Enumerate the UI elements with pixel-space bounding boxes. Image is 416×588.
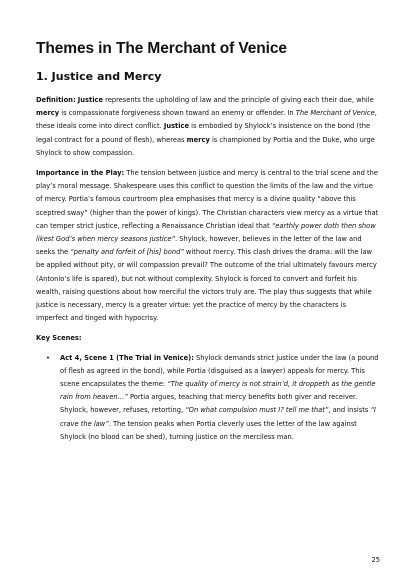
term-justice-2: Justice: [163, 122, 190, 131]
term-justice: Justice: [77, 96, 103, 104]
quote-crave-law: “I crave the law”: [60, 406, 376, 428]
page-title: Themes in The Merchant of Venice: [36, 40, 287, 57]
quote-earthly-power: “earthly power doth then show likest God’s when mercy seasons justice”: [36, 221, 376, 244]
page-number: 25: [371, 556, 380, 564]
play-title: The Merchant of Venice: [295, 109, 375, 118]
section-heading: 1. Justice and Mercy: [36, 70, 162, 83]
scene-label: Act 4, Scene 1 (The Trial in Venice):: [60, 353, 194, 362]
document-page: [36, 40, 380, 444]
importance-paragraph: Importance in the Play: The tension between justice and mercy is central to the trial scene and the play’s moral message. Shakespeare uses this conflict to question the limits of the law and the virtue of mercy. Portia’s famous courtroom plea emphasises that mercy is a divine quality “above this sceptred sway” (higher than the power of kings). The Christian characters view mercy as a virtue that can temper strict justice, reflecting a Renaissance Christian ideal that “earthly power doth then show likest God’s when mercy seasons justice”. Shylock, however, believes in the letter of the law and seeks the “penalty and forfeit of [his] bond” without mercy. This clash drives the drama: will the law be applied without pity, or will compassion prevail? The outcome of the trial ultimately favours mercy (Antonio’s life is spared), but not without complexity. Shylock is forced to convert and forfeit his wealth, raising questions about how merciful the victors truly are. The play thus suggests that while justice is necessary, mercy is a greater virtue: yet the practice of mercy by the characters is imperfect and tinged with hypocrisy.: [36, 169, 379, 323]
list-item: • Act 4, Scene 1 (The Trial in Venice): Shylock demands strict justice under the law (a pound of flesh as agreed in the bond), while Portia (disguised as a lawyer) appeals for mercy. This scene encapsulates the theme: “The quality of mercy is not strain’d, it droppeth as the gentle rain from heaven…” Portia argues, teaching that mercy benefits both giver and receiver. Shylock, however, refuses, retorting, “On what compulsion must I? tell me that”, and insists “I crave the law”. The tension peaks when Portia cleverly uses the letter of the law against Shylock (no blood can be shed), turning justice on the merciless man.: [46, 353, 379, 441]
bullet-icon: •: [46, 353, 50, 362]
importance-label: Importance in the Play:: [36, 169, 125, 178]
quote-quality-of-mercy: “The quality of mercy is not strain’d, it droppeth as the gentle rain from heaven…”: [60, 380, 376, 402]
definition-paragraph: Definition: Justice represents the upholding of law and the principle of giving each their due, while mercy is compassionate forgiveness shown toward an enemy or offender. In The Merchant of Venice, these ideals come into direct conflict. Justice is embodied by Shylock’s insistence on the bond (the legal contract for a pound of flesh), whereas mercy is championed by Portia and the Duke, who urge Shylock to show compassion.: [36, 96, 377, 157]
term-mercy-2: mercy: [186, 135, 210, 144]
term-mercy: mercy: [36, 109, 60, 118]
quote-penalty-bond: “penalty and forfeit of [his] bond”: [70, 248, 184, 257]
definition-label: Definition:: [36, 96, 76, 104]
quote-compulsion: “On what compulsion must I? tell me that”: [185, 406, 329, 415]
key-scenes-heading: Key Scenes:: [36, 334, 82, 343]
key-scenes-list: [36, 352, 380, 444]
